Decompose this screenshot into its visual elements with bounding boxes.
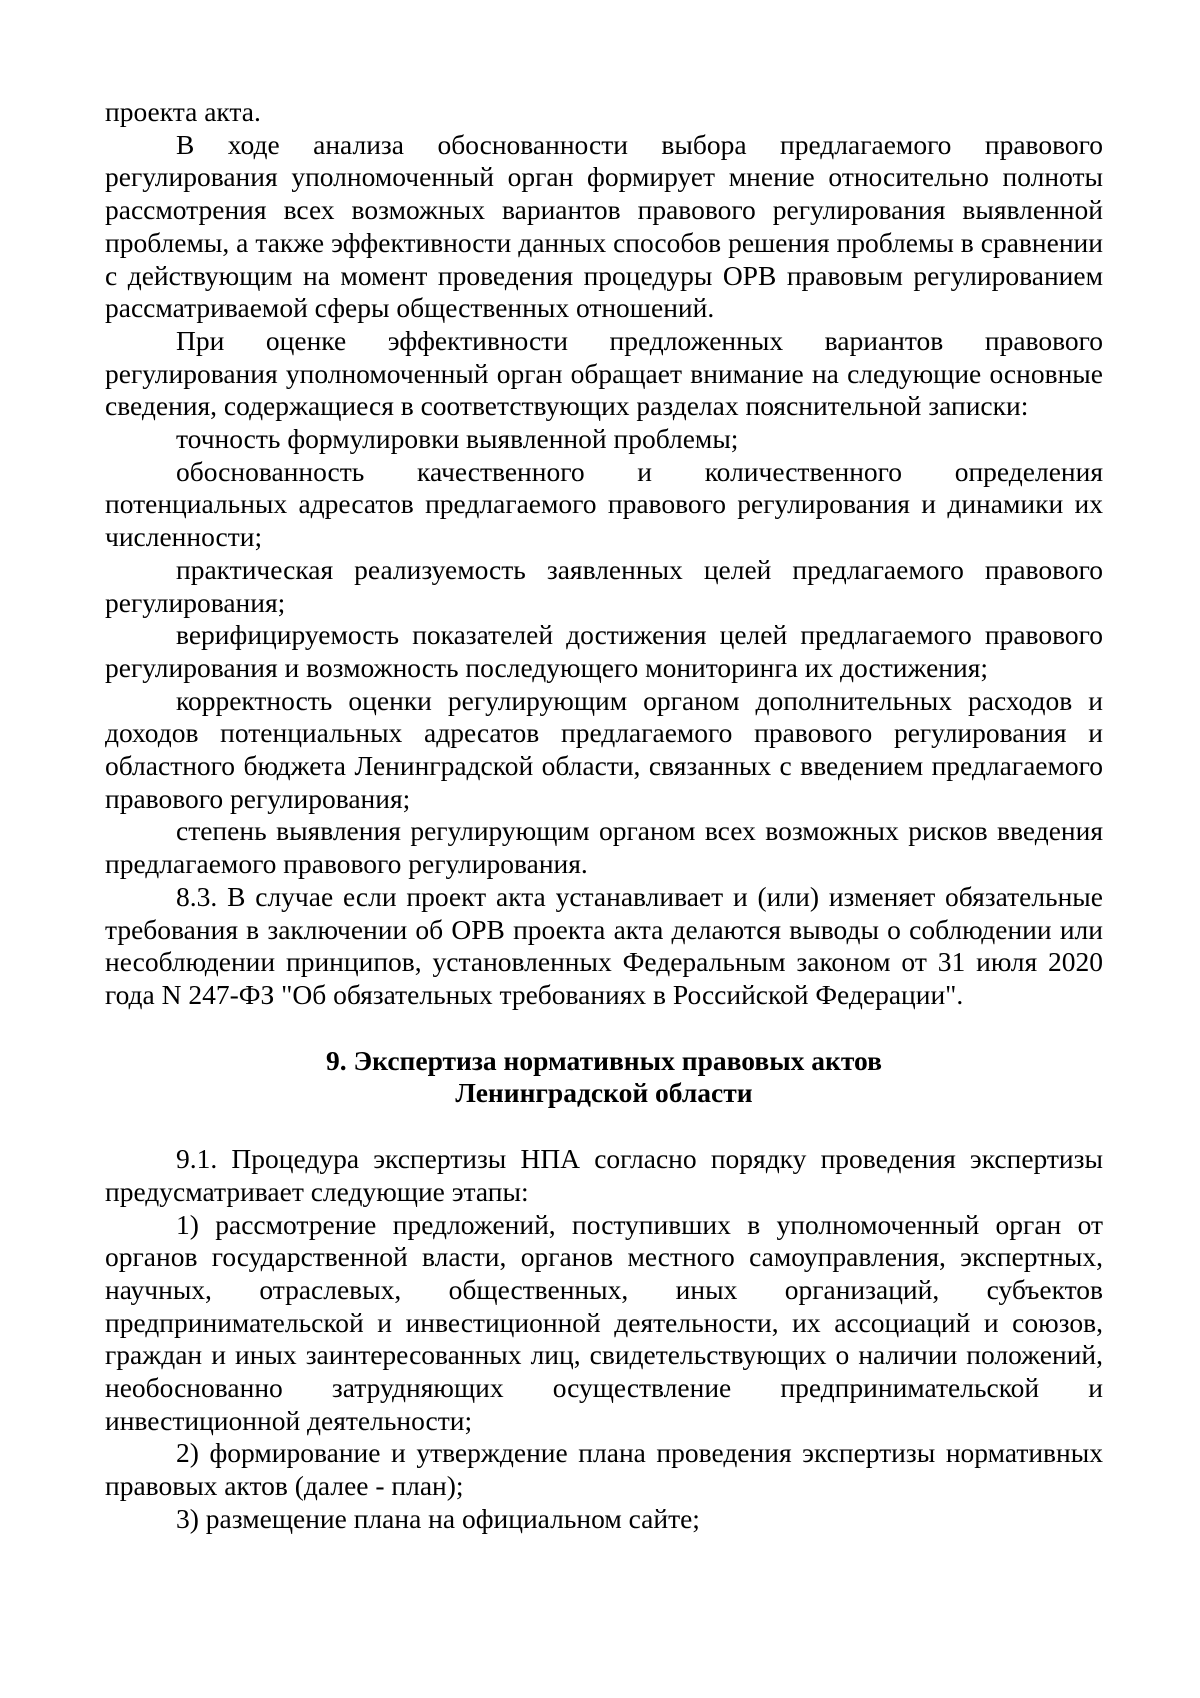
list-item: корректность оценки регулирующим органом дополнительных расходов и доходов потенциальных адресатов предлагаемого правового регулирования и областного бюджета Ленинградской области, связанных с введением предлагаемого правового регулирования; <box>105 684 1103 814</box>
paragraph: 8.3. В случае если проект акта устанавливает и (или) изменяет обязательные требования в заключении об ОРВ проекта акта делаются выводы о соблюдении или несоблюдении принципов, установленных Федеральным законом от 31 июля 2020 года N 247-ФЗ "Об обязательных требованиях в Российской Федерации". <box>105 880 1103 1010</box>
list-item: обоснованность качественного и количественного определения потенциальных адресатов предлагаемого правового регулирования и динамики их численности; <box>105 455 1103 553</box>
list-item: степень выявления регулирующим органом всех возможных рисков введения предлагаемого правового регулирования. <box>105 815 1103 880</box>
section-heading-line1: 9. Экспертиза нормативных правовых актов <box>326 1044 882 1076</box>
paragraph: проекта акта. <box>105 96 261 127</box>
list-item: 1) рассмотрение предложений, поступивших в уполномоченный орган от органов государственной власти, органов местного самоуправления, экспертных, научных, отраслевых, общественных, иных организаций, субъектов предпринимательской и инвестиционной деятельности, их ассоциаций и союзов, граждан и иных заинтересованных лиц, свидетельствующих о наличии положений, необоснованно затрудняющих осуществление предпринимательской и инвестиционной деятельности; <box>105 1208 1103 1436</box>
list-item: 3) размещение плана на официальном сайте; <box>176 1502 700 1534</box>
list-item: верифицируемость показателей достижения целей предлагаемого правового регулирования и возможность последующего мониторинга их достижения; <box>105 619 1103 683</box>
list-item: 2) формирование и утверждение плана проведения экспертизы нормативных правовых актов (далее - план); <box>105 1437 1103 1502</box>
paragraph: В ходе анализа обоснованности выбора предлагаемого правового регулирования уполномоченный орган формирует мнение относительно полноты рассмотрения всех возможных вариантов правового регулирования выявленной проблемы, а также эффективности данных способов решения проблемы в сравнении с действующим на момент проведения процедуры ОРВ правовым регулированием рассматриваемой сферы общественных отношений. <box>105 128 1103 324</box>
section-heading <box>105 1045 1103 1110</box>
paragraph: 9.1. Процедура экспертизы НПА согласно порядку проведения экспертизы предусматривает следующие этапы: <box>105 1143 1103 1207</box>
section-heading-line2: Ленинградской области <box>455 1077 753 1109</box>
list-item: точность формулировки выявленной проблемы; <box>176 423 739 455</box>
list-item: практическая реализуемость заявленных целей предлагаемого правового регулирования; <box>105 553 1103 618</box>
document-body <box>105 96 1103 1536</box>
paragraph: При оценке эффективности предложенных вариантов правового регулирования уполномоченный орган обращает внимание на следующие основные сведения, содержащиеся в соответствующих разделах пояснительной записки: <box>105 324 1103 422</box>
